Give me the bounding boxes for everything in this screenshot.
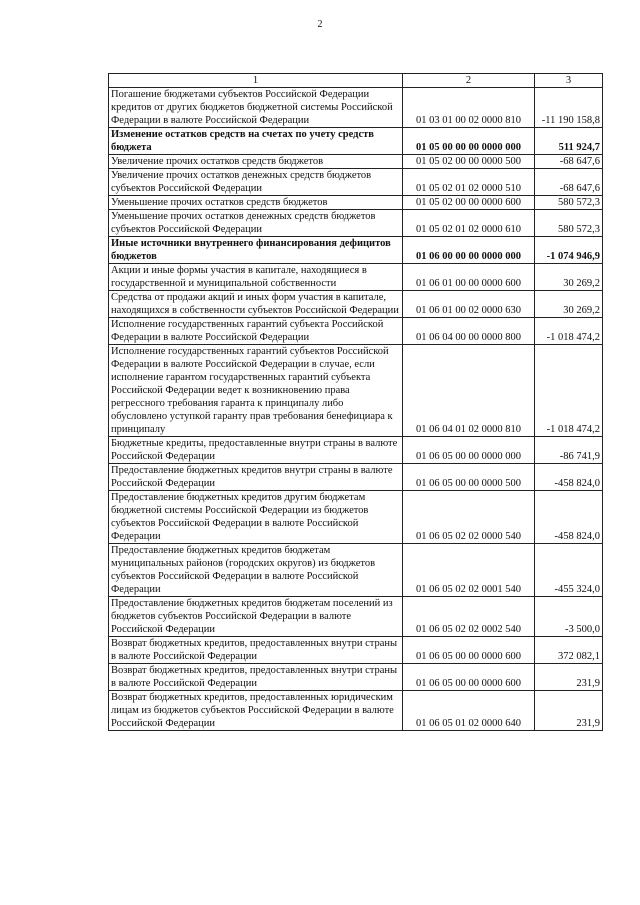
table-row [109, 637, 603, 664]
row-amount-cell: 580 572,3 [535, 210, 603, 237]
row-amount-cell: -458 824,0 [535, 464, 603, 491]
table-row [109, 196, 603, 210]
row-name-cell: Увеличение прочих остатков денежных средств бюджетов субъектов Российской Федерации [109, 169, 403, 196]
table-row [109, 318, 603, 345]
row-code-cell: 01 06 05 02 02 0002 540 [403, 597, 535, 637]
row-name-cell: Бюджетные кредиты, предоставленные внутри страны в валюте Российской Федерации [109, 437, 403, 464]
table-row [109, 691, 603, 731]
page-number: 2 [317, 19, 323, 30]
table-row [109, 155, 603, 169]
row-code-cell: 01 06 01 00 00 0000 600 [403, 264, 535, 291]
row-amount-cell: 30 269,2 [535, 291, 603, 318]
row-code-cell: 01 03 01 00 02 0000 810 [403, 88, 535, 128]
row-code-cell: 01 06 05 00 00 0000 600 [403, 637, 535, 664]
row-code-cell: 01 05 00 00 00 0000 000 [403, 128, 535, 155]
row-amount-cell: 231,9 [535, 664, 603, 691]
row-code-cell: 01 06 05 02 02 0001 540 [403, 544, 535, 597]
row-name-cell: Иные источники внутреннего финансирования дефицитов бюджетов [109, 237, 403, 264]
row-code-cell: 01 06 04 01 02 0000 810 [403, 345, 535, 437]
row-name-cell: Увеличение прочих остатков средств бюджетов [109, 155, 403, 169]
row-amount-cell: -68 647,6 [535, 155, 603, 169]
row-name-cell: Исполнение государственных гарантий субъектов Российской Федерации в валюте Российской Федерации в случае, если исполнение гарантом государственных гарантий субъекта Российской Федерации ведет к возникновению права регрессного требования гаранта к принципалу либо обусловлено уступкой гаранту прав требования бенефициара к принципалу [109, 345, 403, 437]
row-name-cell: Погашение бюджетами субъектов Российской Федерации кредитов от других бюджетов бюджетной системы Российской Федерации в валюте Российской Федерации [109, 88, 403, 128]
table-row [109, 464, 603, 491]
row-code-cell: 01 06 01 00 02 0000 630 [403, 291, 535, 318]
column-header-1: 1 [109, 74, 403, 88]
row-name-cell: Возврат бюджетных кредитов, предоставленных внутри страны в валюте Российской Федерации [109, 637, 403, 664]
row-name-cell: Предоставление бюджетных кредитов другим бюджетам бюджетной системы Российской Федерации из бюджетов субъектов Российской Федерации в валюте Российской Федерации [109, 491, 403, 544]
table-row [109, 128, 603, 155]
table-row [109, 237, 603, 264]
row-code-cell: 01 05 02 00 00 0000 500 [403, 155, 535, 169]
table-row [109, 437, 603, 464]
table-header-row [109, 74, 603, 88]
row-amount-cell: 580 572,3 [535, 196, 603, 210]
table-row [109, 264, 603, 291]
row-code-cell: 01 06 05 00 00 0000 600 [403, 664, 535, 691]
row-code-cell: 01 06 05 01 02 0000 640 [403, 691, 535, 731]
row-amount-cell: -1 018 474,2 [535, 345, 603, 437]
table-row [109, 544, 603, 597]
column-header-3: 3 [535, 74, 603, 88]
row-code-cell: 01 06 04 00 00 0000 800 [403, 318, 535, 345]
row-name-cell: Предоставление бюджетных кредитов бюджетам поселений из бюджетов субъектов Российской Федерации в валюте Российской Федерации [109, 597, 403, 637]
row-amount-cell: -11 190 158,8 [535, 88, 603, 128]
row-amount-cell: 30 269,2 [535, 264, 603, 291]
row-name-cell: Уменьшение прочих остатков денежных средств бюджетов субъектов Российской Федерации [109, 210, 403, 237]
row-name-cell: Акции и иные формы участия в капитале, находящиеся в государственной и муниципальной собственности [109, 264, 403, 291]
table-row [109, 291, 603, 318]
table-row [109, 210, 603, 237]
table-row [109, 597, 603, 637]
table-row [109, 664, 603, 691]
table-row [109, 169, 603, 196]
table-row [109, 491, 603, 544]
table-row [109, 345, 603, 437]
budget-sources-table [108, 73, 603, 731]
row-name-cell: Изменение остатков средств на счетах по учету средств бюджета [109, 128, 403, 155]
row-code-cell: 01 06 05 00 00 0000 000 [403, 437, 535, 464]
row-amount-cell: -458 824,0 [535, 491, 603, 544]
row-code-cell: 01 06 05 02 02 0000 540 [403, 491, 535, 544]
row-name-cell: Исполнение государственных гарантий субъекта Российской Федерации в валюте Российской Федерации [109, 318, 403, 345]
row-amount-cell: 511 924,7 [535, 128, 603, 155]
row-name-cell: Средства от продажи акций и иных форм участия в капитале, находящихся в собственности субъектов Российской Федерации [109, 291, 403, 318]
row-name-cell: Возврат бюджетных кредитов, предоставленных юридическим лицам из бюджетов субъектов Российской Федерации в валюте Российской Федерации [109, 691, 403, 731]
row-amount-cell: -1 018 474,2 [535, 318, 603, 345]
table-row [109, 88, 603, 128]
table-body [109, 88, 603, 731]
row-code-cell: 01 05 02 01 02 0000 510 [403, 169, 535, 196]
row-amount-cell: -455 324,0 [535, 544, 603, 597]
row-amount-cell: -68 647,6 [535, 169, 603, 196]
column-header-2: 2 [403, 74, 535, 88]
row-amount-cell: -1 074 946,9 [535, 237, 603, 264]
row-code-cell: 01 05 02 00 00 0000 600 [403, 196, 535, 210]
row-name-cell: Предоставление бюджетных кредитов бюджетам муниципальных районов (городских округов) из бюджетов субъектов Российской Федерации в валюте Российской Федерации [109, 544, 403, 597]
row-code-cell: 01 06 00 00 00 0000 000 [403, 237, 535, 264]
row-name-cell: Предоставление бюджетных кредитов внутри страны в валюте Российской Федерации [109, 464, 403, 491]
row-name-cell: Уменьшение прочих остатков средств бюджетов [109, 196, 403, 210]
row-code-cell: 01 05 02 01 02 0000 610 [403, 210, 535, 237]
row-amount-cell: 372 082,1 [535, 637, 603, 664]
row-amount-cell: -86 741,9 [535, 437, 603, 464]
row-name-cell: Возврат бюджетных кредитов, предоставленных внутри страны в валюте Российской Федерации [109, 664, 403, 691]
row-amount-cell: -3 500,0 [535, 597, 603, 637]
row-code-cell: 01 06 05 00 00 0000 500 [403, 464, 535, 491]
row-amount-cell: 231,9 [535, 691, 603, 731]
